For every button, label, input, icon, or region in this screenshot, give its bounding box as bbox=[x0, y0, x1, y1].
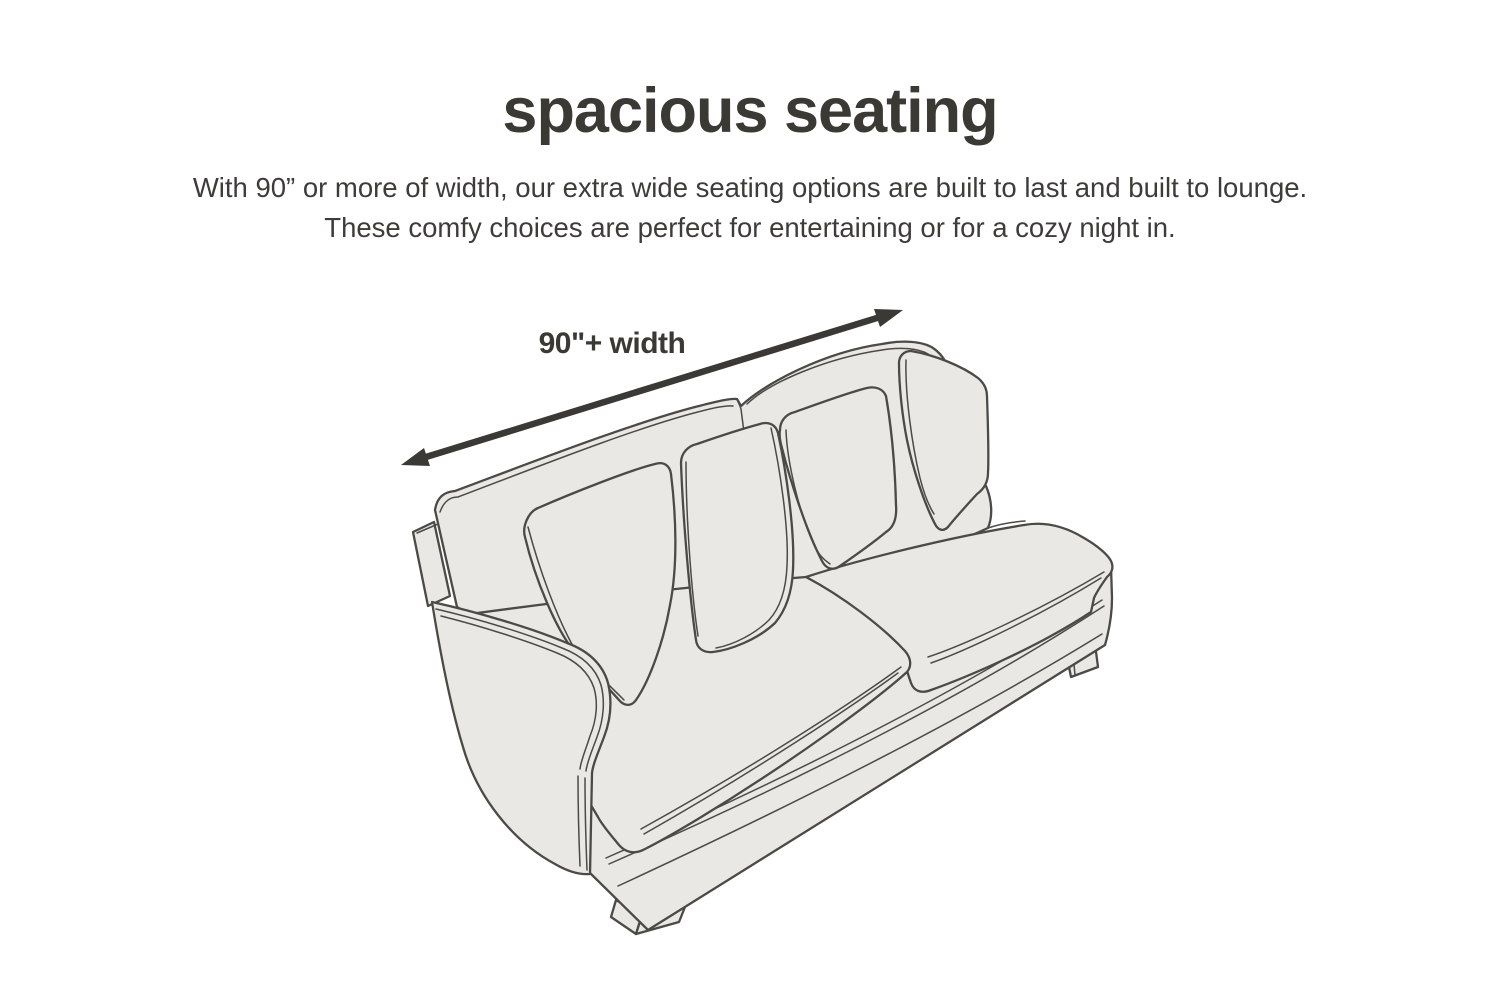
width-dimension-label: 90"+ width bbox=[538, 327, 686, 360]
intro-line-1: With 90” or more of width, our extra wide seating options are built to last and built to lounge. bbox=[192, 172, 1308, 203]
arrow-head-right-icon bbox=[874, 309, 903, 327]
arrow-head-left-icon bbox=[401, 448, 430, 466]
intro-line-2: These comfy choices are perfect for entertaining or for a cozy night in. bbox=[324, 212, 1176, 243]
page-title: spacious seating bbox=[502, 76, 998, 146]
